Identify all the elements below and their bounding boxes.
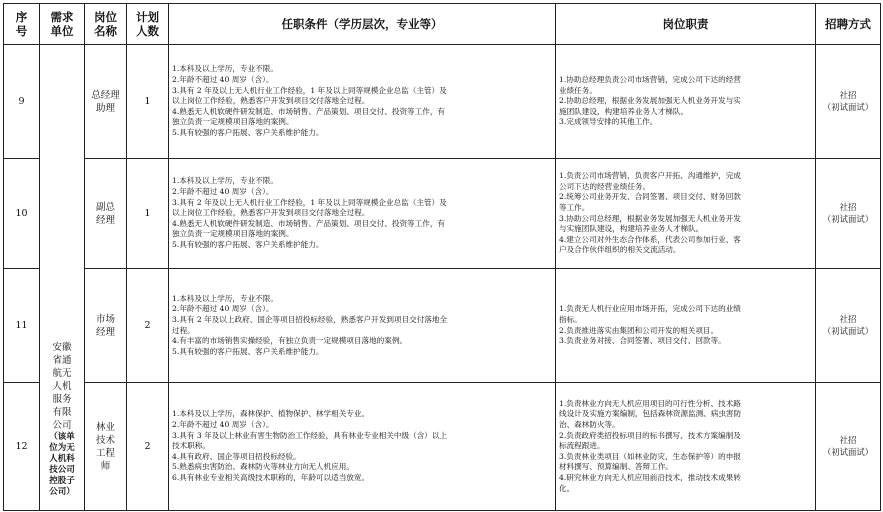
recruit-method: 社招 （初试面试） [816, 45, 881, 159]
header-duties: 岗位职责 [556, 4, 816, 45]
recruit-method: 社招 （初试面试） [816, 383, 881, 511]
requirements-cell: 1.本科及以上学历，专业不限。 2.年龄不超过 40 周岁（含）。 3.具有 2 年及以上无人机行业工作经验，1 年及以上同等规模企业总监（主管）及 以上岗位工作经验，熟悉客户开发到项目交付落地全过程。 4.熟悉无人机软硬件研发制造、市场销售、产品策划、项目交付、投资等工作，有 独立负责一定规模项目落地的案例。 5.具有较强的客户拓展、客户关系维护能力。 [169, 159, 556, 269]
table-header-row [4, 4, 881, 45]
demand-unit: 安徽 省通 航无 人机 服务 有限 公司 （该单 位为无 人机科 技公司 控股子 公司） [40, 159, 85, 511]
table-row [4, 383, 881, 511]
header-count: 计划 人数 [127, 4, 169, 45]
recruitment-table [3, 3, 881, 511]
header-index: 序 号 [4, 4, 40, 45]
row-index: 12 [4, 383, 40, 511]
recruit-method: 社招 （初试面试） [816, 269, 881, 383]
duties-cell: 1.负责公司市场营销，负责客户开拓、沟通维护，完成 公司下达的经营业绩任务。 2.统筹公司业务开发、合同签署、项目交付、财务回款 等工作。 3.协助公司总经理，根据业务发展加强无人机业务开发 与实施团队建设，构建培养业务人才梯队。 4.建立公司对外生态合作体系，代表公司参加行业、客 户及合作伙伴组织的相关交流活动。 [556, 159, 816, 269]
row-index: 11 [4, 269, 40, 383]
position-name: 副总 经理 [85, 159, 127, 269]
planned-count: 1 [127, 159, 169, 269]
header-method: 招聘方式 [816, 4, 881, 45]
table-row [4, 269, 881, 383]
position-name: 市场 经理 [85, 269, 127, 383]
requirements-cell: 1.本科及以上学历，专业不限。 2.年龄不超过 40 周岁（含）。 3.具有 2 年及以上政府、国企等项目招投标经验，熟悉客户开发到项目交付落地全 过程。 4.有丰富的市场销售实操经验，有独立负责一定规模项目落地的案例。 5.具有较强的客户拓展、客户关系维护能力。 [169, 269, 556, 383]
header-position: 岗位 名称 [85, 4, 127, 45]
header-requirements: 任职条件（学历层次，专业等） [169, 4, 556, 45]
duties-cell: 1.负责林业方向无人机应用项目的可行性分析、技术路 线设计及实施方案编制，包括森林资源监测、病虫害防 治、森林防火等。 2.负责政府类招投标项目的标书撰写、技术方案编制及 标流程跟进。 3.负责林业类项目（如林业防灾、生态保护等）的申报 材料撰写、预算编制、答辩工作。 4.研究林业方向无人机应用前沿技术，推动技术成果转 化。 [556, 383, 816, 511]
requirements-cell: 1.本科及以上学历，专业不限。 2.年龄不超过 40 周岁（含）。 3.具有 2 年及以上无人机行业工作经验，1 年及以上同等规模企业总监（主管）及 以上岗位工作经验，熟悉客户开发到项目交付落地全过程。 4.熟悉无人机软硬件研发制造、市场销售、产品策划、项目交付、投资等工作，有 独立负责一定规模项目落地的案例。 5.具有较强的客户拓展、客户关系维护能力。 [169, 45, 556, 159]
planned-count: 2 [127, 383, 169, 511]
header-unit: 需求 单位 [40, 4, 85, 45]
duties-cell: 1.协助总经理负责公司市场营销，完成公司下达的经营 业绩任务。 2.协助总经理，根据业务发展加强无人机业务开发与实 施团队建设，构建培养业务人才梯队。 3.完成领导安排的其他工作。 [556, 45, 816, 159]
position-name: 林业 技术 工程 师 [85, 383, 127, 511]
requirements-cell: 1.本科及以上学历，森林保护、植物保护、林学相关专业。 2.年龄不超过 40 周岁（含）。 3.具有 3 年及以上林业有害生物防治工作经验，具有林业专业相关中级（含）以上 技术职称。 4.具有政府、国企等项目招投标经验。 5.熟悉病虫害防治、森林防火等林业方向无人机应用。 6.具有林业专业相关高级技术职称的，年龄可以适当放宽。 [169, 383, 556, 511]
recruit-method: 社招 （初试面试） [816, 159, 881, 269]
unit-note: （该单 位为无 人机科 技公司 控股子 公司） [49, 432, 75, 497]
position-name: 总经理 助理 [85, 45, 127, 159]
unit-cell-top [40, 45, 85, 159]
table-row [4, 45, 881, 159]
planned-count: 2 [127, 269, 169, 383]
table-row [4, 159, 881, 269]
row-index: 10 [4, 159, 40, 269]
planned-count: 1 [127, 45, 169, 159]
duties-cell: 1.负责无人机行业应用市场开拓，完成公司下达的业绩 指标。 2.负责推进落实由集团和公司开发的相关项目。 3.负责业务对接、合同签署、项目交付、回款等。 [556, 269, 816, 383]
row-index: 9 [4, 45, 40, 159]
